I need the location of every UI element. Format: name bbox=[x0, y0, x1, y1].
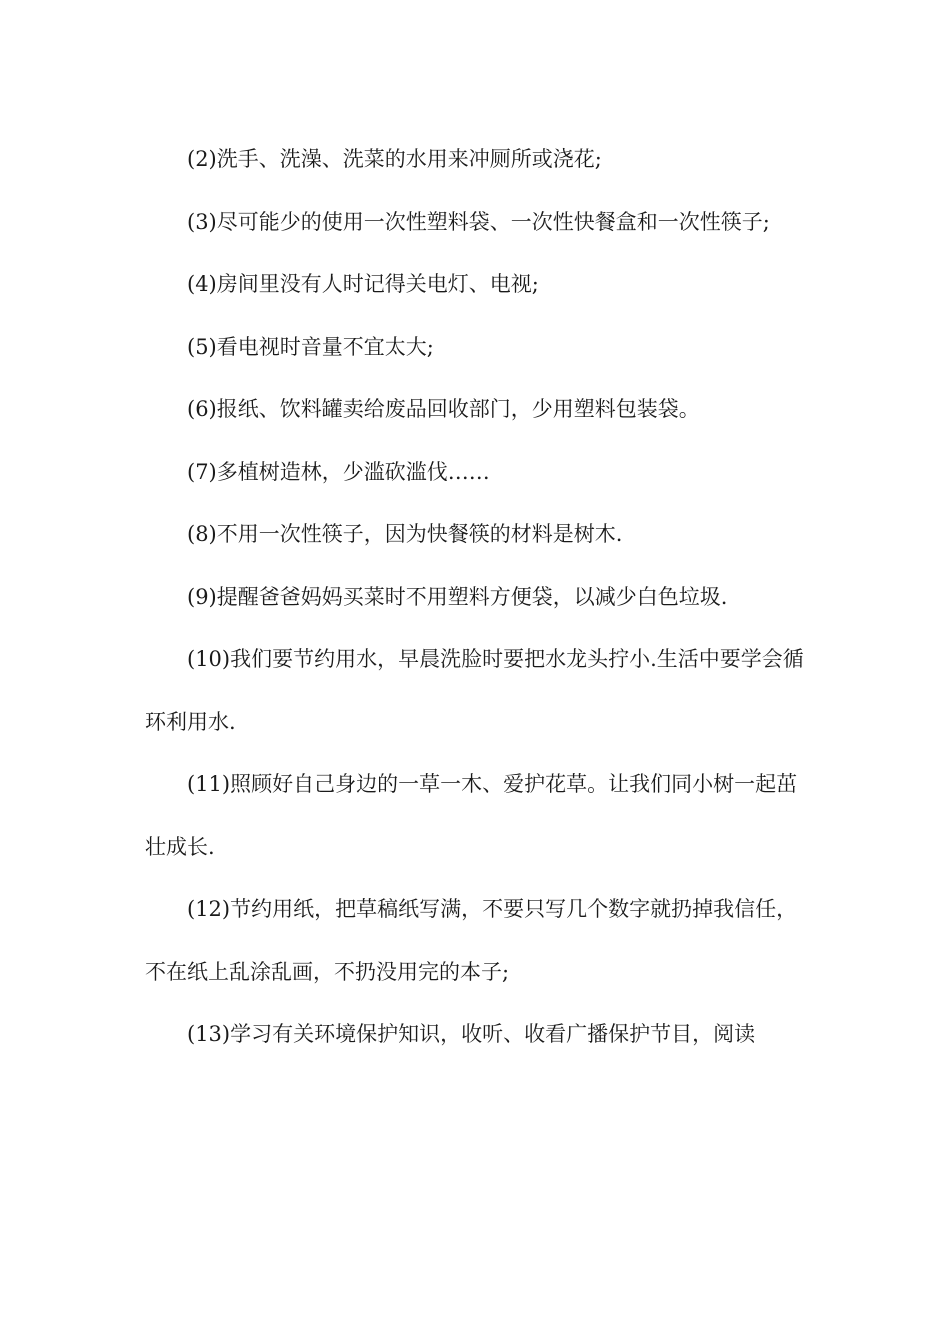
paragraph-item-9: (9)提醒爸爸妈妈买菜时不用塑料方便袋，以减少白色垃圾. bbox=[187, 584, 728, 609]
paragraph-item-11: (11)照顾好自己身边的一草一木、爱护花草。让我们同小树一起茁壮成长. bbox=[145, 772, 798, 859]
document-body bbox=[145, 128, 810, 1066]
paragraph-item-3: (3)尽可能少的使用一次性塑料袋、一次性快餐盒和一次性筷子; bbox=[187, 209, 770, 234]
paragraph-item-5: (5)看电视时音量不宜太大; bbox=[187, 334, 434, 359]
paragraph-item-6: (6)报纸、饮料罐卖给废品回收部门，少用塑料包装袋。 bbox=[187, 397, 700, 421]
paragraph-item-7: (7)多植树造林，少滥砍滥伐…… bbox=[187, 459, 490, 484]
paragraph-item-13: (13)学习有关环境保护知识，收听、收看广播保护节目，阅读 bbox=[187, 1022, 756, 1046]
paragraph-item-10: (10)我们要节约用水，早晨洗脸时要把水龙头拧小.生活中要学会循环利用水. bbox=[145, 647, 804, 734]
paragraph-item-4: (4)房间里没有人时记得关电灯、电视; bbox=[187, 272, 539, 296]
paragraph-item-12: (12)节约用纸，把草稿纸写满，不要只写几个数字就扔掉我信任，不在纸上乱涂乱画，不扔没用完的本子; bbox=[145, 897, 798, 984]
paragraph-item-2: (2)洗手、洗澡、洗菜的水用来冲厕所或浇花; bbox=[187, 147, 602, 171]
paragraph-item-8: (8)不用一次性筷子，因为快餐筷的材料是树木. bbox=[187, 522, 623, 546]
